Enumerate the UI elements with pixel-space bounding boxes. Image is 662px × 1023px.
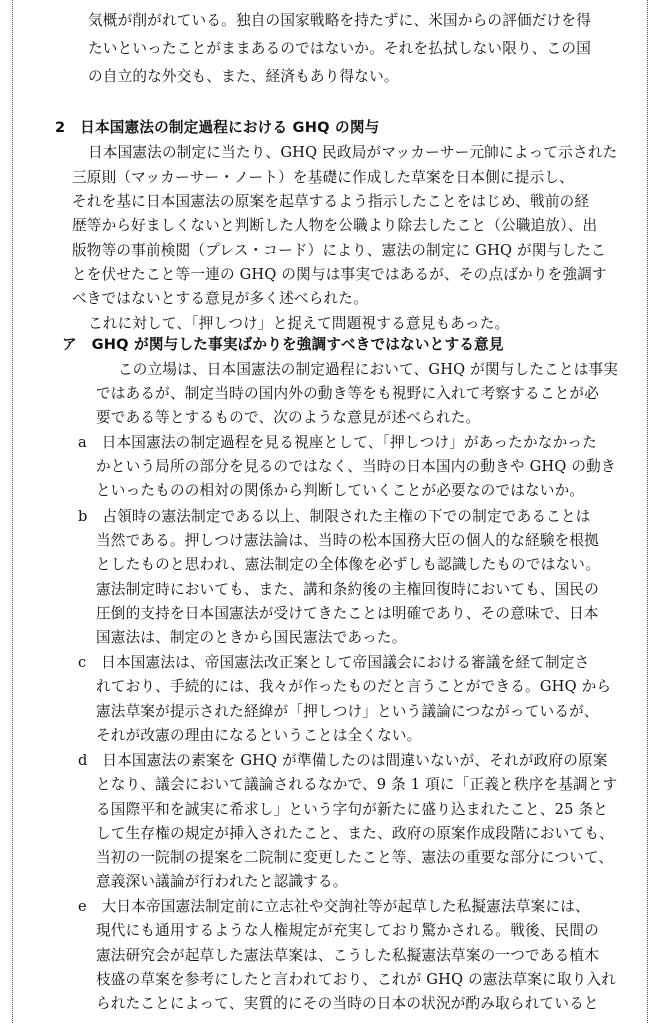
text-line: 意義深い議論が行われたと認識する。 [96, 873, 348, 890]
text-line: べきではないとする意見が多く述べられた。 [72, 290, 368, 307]
section-heading: ア GHQ が関与した事実ばかりを強調すべきではないとする意見 [62, 336, 504, 353]
text-line: 現代にも通用するような人権規定が充実しており驚かされる。戦後、民間の [96, 922, 599, 939]
text-line: る国際平和を誠実に希求し」という字句が新たに盛り込まれたこと、25 条と [96, 801, 609, 818]
text-line: 歴等から好ましくないと判断した人物を公職より除去したこと（公職追放）、出 [72, 217, 598, 234]
text-line: られたことによって、実質的にその当時の日本の状況が酌み取られていると [96, 995, 599, 1012]
text-line: れており、手続的には、我々が作ったものだと言うことができる。GHQ から [96, 678, 612, 695]
text-line: となり、議会において議論されるなかで、9 条 1 項に「正義と秩序を基調とす [96, 776, 618, 793]
text-line: かという局所の部分を見るのではなく、当時の日本国内の動きや GHQ の動き [96, 458, 616, 475]
text-line: それを基に日本国憲法の原案を起草するよう指示したことをはじめ、戦前の経 [72, 193, 590, 210]
text-line: 三原則（マッカーサー・ノート）を基礎に作成した草案を日本側に提示し、 [72, 169, 574, 186]
text-line: c 日本国憲法は、帝国憲法改正案として帝国議会における審議を経て制定さ [78, 654, 590, 671]
text-line: して生存権の規定が挿入されたこと、また、政府の原案作成段階においても、 [96, 825, 614, 842]
left-dotted-rule [12, 0, 13, 1023]
text-line: 圧倒的支持を日本国憲法が受けてきたことは明確であり、その意味で、日本 [96, 605, 599, 622]
text-line: 当然である。押しつけ憲法論は、当時の松本国務大臣の個人的な経験を根拠 [96, 532, 599, 549]
text-line: としたものと思われ、憲法制定の全体像を必ずしも認識したものではない。 [96, 556, 600, 573]
text-line: 版物等の事前検閲（プレス・コード）により、憲法の制定に GHQ が関与したこ [72, 242, 606, 259]
text-line: 国憲法は、制定のときから国民憲法であった。 [96, 629, 407, 646]
text-line: e 大日本帝国憲法制定前に立志社や交詢社等が起草した私擬憲法草案には、 [78, 898, 590, 915]
text-line: d 日本国憲法の素案を GHQ が準備したのは間違いないが、それが政府の原案 [78, 752, 608, 769]
text-line: a 日本国憲法の制定過程を見る視座として、「押しつけ」があったかなかった [78, 434, 597, 451]
text-line: これに対して、「押しつけ」と捉えて問題視する意見もあった。 [88, 315, 510, 332]
text-line: とを伏せたこと等一連の GHQ の関与は事実ではあるが、その点ばかりを強調す [72, 266, 607, 283]
section-heading: 2 日本国憲法の制定過程における GHQ の関与 [55, 119, 380, 136]
text-line: 当初の一院制の提案を二院制に変更したこと等、憲法の重要な部分について、 [96, 849, 614, 866]
text-line: b 占領時の憲法制定である以上、制限された主権の下での制定であることは [78, 508, 591, 525]
text-line: 要である等とするもので、次のような意見が述べられた。 [96, 409, 481, 426]
text-line: 日本国憲法の制定に当たり、GHQ 民政局がマッカーサー元帥によって示された [88, 144, 618, 161]
text-line: この立場は、日本国憲法の制定過程において、GHQ が関与したことは事実 [118, 361, 619, 378]
text-line: それが改憲の理由になるということは全くない。 [96, 727, 422, 744]
right-dotted-rule [647, 0, 648, 1023]
text-line: 憲法研究会が起草した憲法草案は、こうした私擬憲法草案の一つである植木 [96, 947, 599, 964]
text-line: ではあるが、制定当時の国内外の動き等をも視野に入れて考察することが必 [96, 385, 599, 402]
text-line: 憲法制定時においても、また、講和条約後の主権回復時においても、国民の [96, 581, 599, 598]
text-line: たいといったことがままあるのではないか。それを払拭しない限り、この国 [88, 40, 591, 57]
text-line: の自立的な外交も、また、経済もあり得ない。 [88, 68, 399, 85]
text-line: といったものの相対の関係から判断していくことが必要なのではないか。 [96, 482, 585, 499]
text-line: 枝盛の草案を参考にしたと言われており、これが GHQ の憲法草案に取り入れ [96, 971, 617, 988]
text-line: 憲法草案が提示された経緯が「押しつけ」という議論につながっているが、 [96, 703, 599, 720]
text-line: 気概が削がれている。独自の国家戦略を持たずに、米国からの評価だけを得 [88, 12, 591, 29]
